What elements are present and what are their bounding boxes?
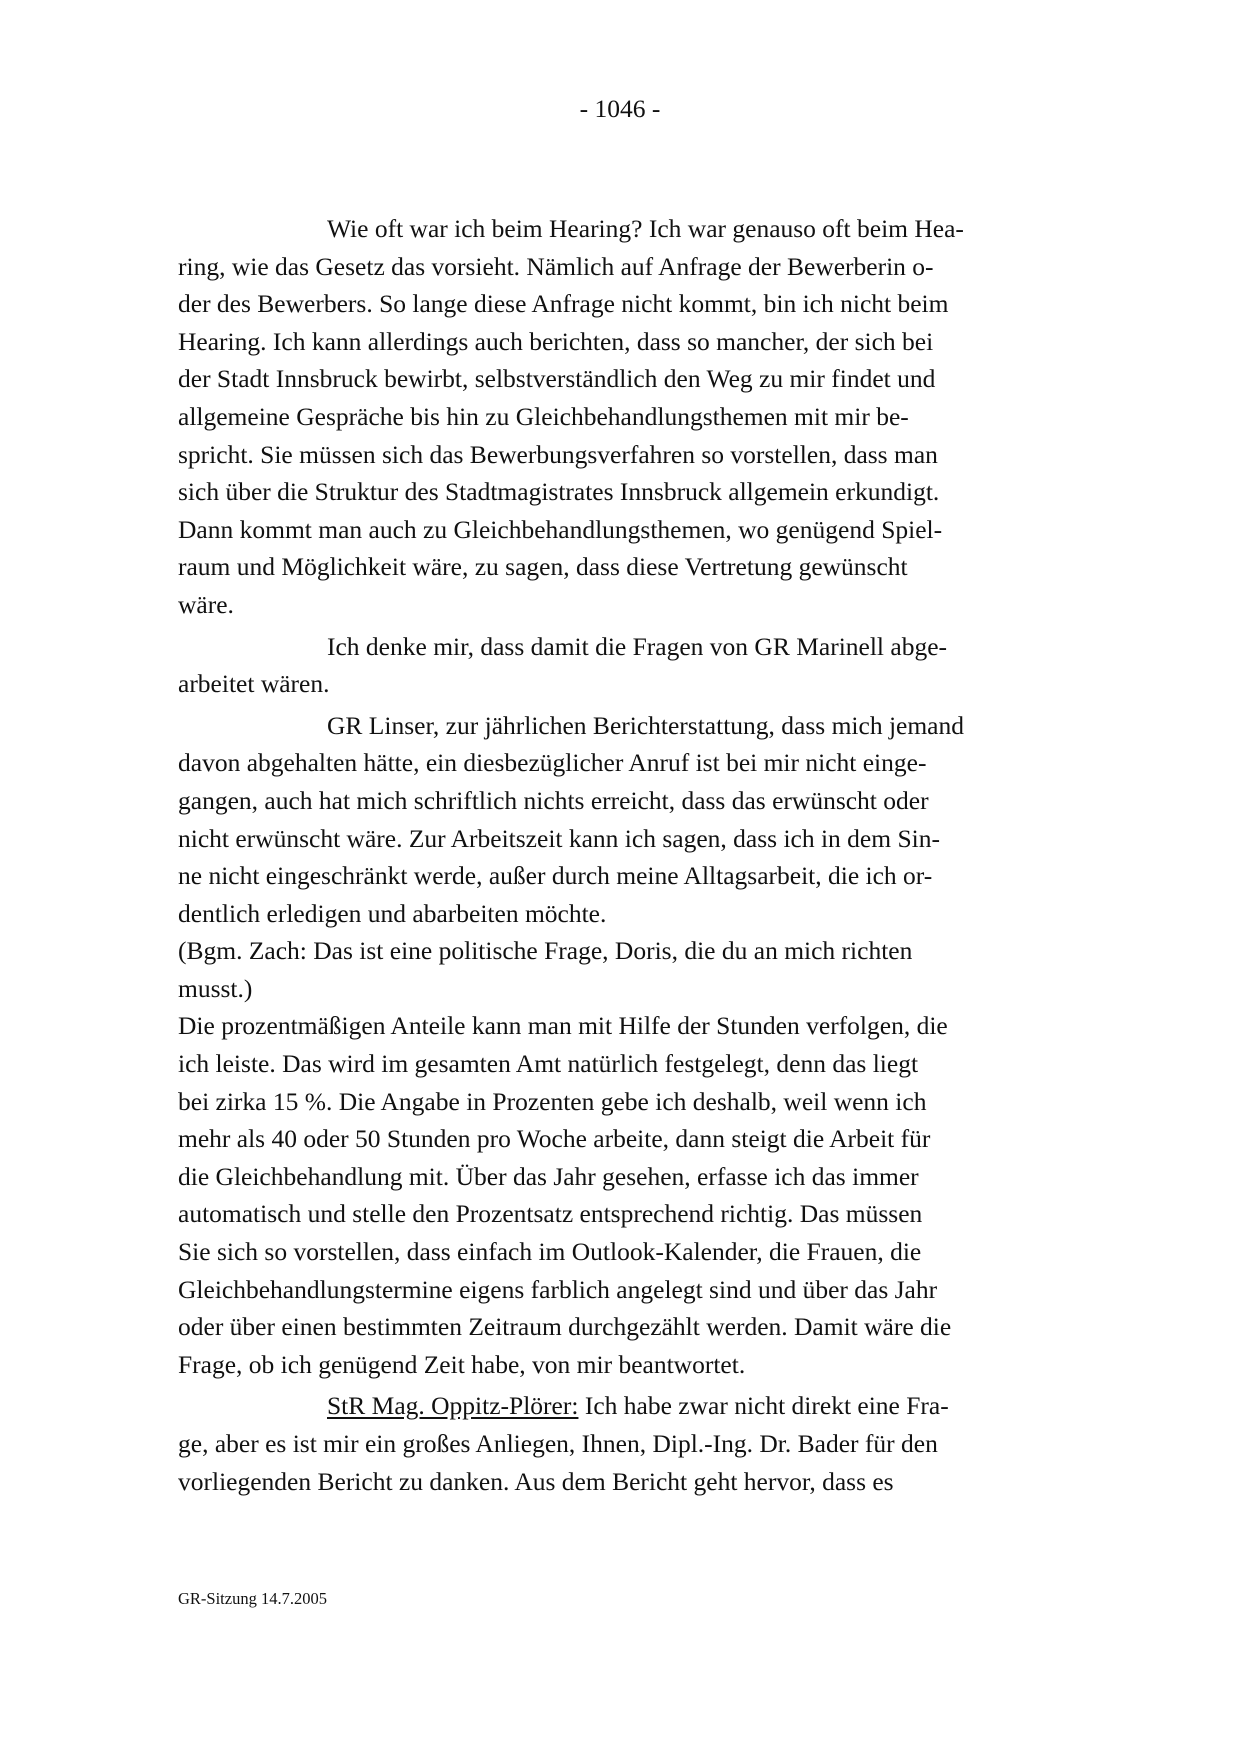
speaker-name: StR Mag. Oppitz-Plörer: bbox=[327, 1391, 579, 1421]
text-line: wäre. bbox=[178, 589, 234, 619]
speaker-line bbox=[178, 1387, 1062, 1425]
interjection-line: musst.) bbox=[178, 973, 253, 1003]
text-line: ge, aber es ist mir ein großes Anliegen, Ihnen, Dipl.-Ing. Dr. Bader für den bbox=[178, 1429, 938, 1458]
speaker-statement: Ich habe zwar nicht direkt eine Fra- bbox=[578, 1391, 949, 1421]
text-line: Frage, ob ich genügend Zeit habe, von mir beantwortet. bbox=[178, 1349, 746, 1379]
text-line: ring, wie das Gesetz das vorsieht. Nämlich auf Anfrage der Bewerberin o- bbox=[178, 251, 934, 281]
text-line: raum und Möglichkeit wäre, zu sagen, dass diese Vertretung gewünscht bbox=[178, 552, 908, 582]
text-line: der des Bewerbers. So lange diese Anfrage nicht kommt, bin ich nicht beim bbox=[178, 289, 949, 319]
text-line: Sie sich so vorstellen, dass einfach im Outlook-Kalender, die Frauen, die bbox=[178, 1237, 922, 1267]
body-text bbox=[178, 210, 1062, 1500]
text-line: ne nicht eingeschränkt werde, außer durch meine Alltagsarbeit, die ich or- bbox=[178, 861, 933, 891]
text-line: Wie oft war ich beim Hearing? Ich war genauso oft beim Hea- bbox=[327, 214, 964, 243]
text-line: Dann kommt man auch zu Gleichbehandlungsthemen, wo genügend Spiel- bbox=[178, 514, 943, 544]
text-line: dentlich erledigen und abarbeiten möchte. bbox=[178, 898, 607, 928]
text-line: allgemeine Gespräche bis hin zu Gleichbehandlungsthemen mit mir be- bbox=[178, 401, 909, 431]
text-line: Ich denke mir, dass damit die Fragen von GR Marinell abge- bbox=[327, 631, 948, 661]
text-line: sich über die Struktur des Stadtmagistrates Innsbruck allgemein erkundigt. bbox=[178, 477, 940, 507]
text-line: ich leiste. Das wird im gesamten Amt natürlich festgelegt, denn das liegt bbox=[178, 1049, 919, 1079]
text-line: mehr als 40 oder 50 Stunden pro Woche arbeite, dann steigt die Arbeit für bbox=[178, 1124, 931, 1154]
text-line: gangen, auch hat mich schriftlich nichts erreicht, dass das erwünscht oder bbox=[178, 785, 929, 815]
text-line: nicht erwünscht wäre. Zur Arbeitszeit kann ich sagen, dass ich in dem Sin- bbox=[178, 823, 940, 853]
text-line: Gleichbehandlungstermine eigens farblich angelegt sind und über das Jahr bbox=[178, 1274, 938, 1304]
page-number: - 1046 - bbox=[579, 94, 661, 123]
text-line: arbeitet wären. bbox=[178, 669, 330, 699]
text-line: der Stadt Innsbruck bewirbt, selbstverständlich den Weg zu mir findet und bbox=[178, 364, 936, 394]
text-line: oder über einen bestimmten Zeitraum durchgezählt werden. Damit wäre die bbox=[178, 1312, 952, 1342]
text-line: Hearing. Ich kann allerdings auch berichten, dass so mancher, der sich bei bbox=[178, 326, 934, 356]
text-line: bei zirka 15 %. Die Angabe in Prozenten gebe ich deshalb, weil wenn ich bbox=[178, 1086, 927, 1116]
text-line: die Gleichbehandlung mit. Über das Jahr gesehen, erfasse ich das immer bbox=[178, 1161, 919, 1191]
text-line: spricht. Sie müssen sich das Bewerbungsverfahren so vorstellen, dass man bbox=[178, 439, 938, 469]
interjection-line: (Bgm. Zach: Das ist eine politische Frage, Doris, die du an mich richten bbox=[178, 936, 913, 966]
page-footer: GR-Sitzung 14.7.2005 bbox=[178, 1589, 327, 1608]
text-line: automatisch und stelle den Prozentsatz entsprechend richtig. Das müssen bbox=[178, 1199, 923, 1229]
text-line: vorliegenden Bericht zu danken. Aus dem Bericht geht hervor, dass es bbox=[178, 1466, 894, 1496]
text-line: davon abgehalten hätte, ein diesbezüglicher Anruf ist bei mir nicht einge- bbox=[178, 748, 927, 778]
text-line: Die prozentmäßigen Anteile kann man mit Hilfe der Stunden verfolgen, die bbox=[178, 1011, 948, 1041]
text-line: GR Linser, zur jährlichen Berichterstattung, dass mich jemand bbox=[327, 710, 965, 740]
